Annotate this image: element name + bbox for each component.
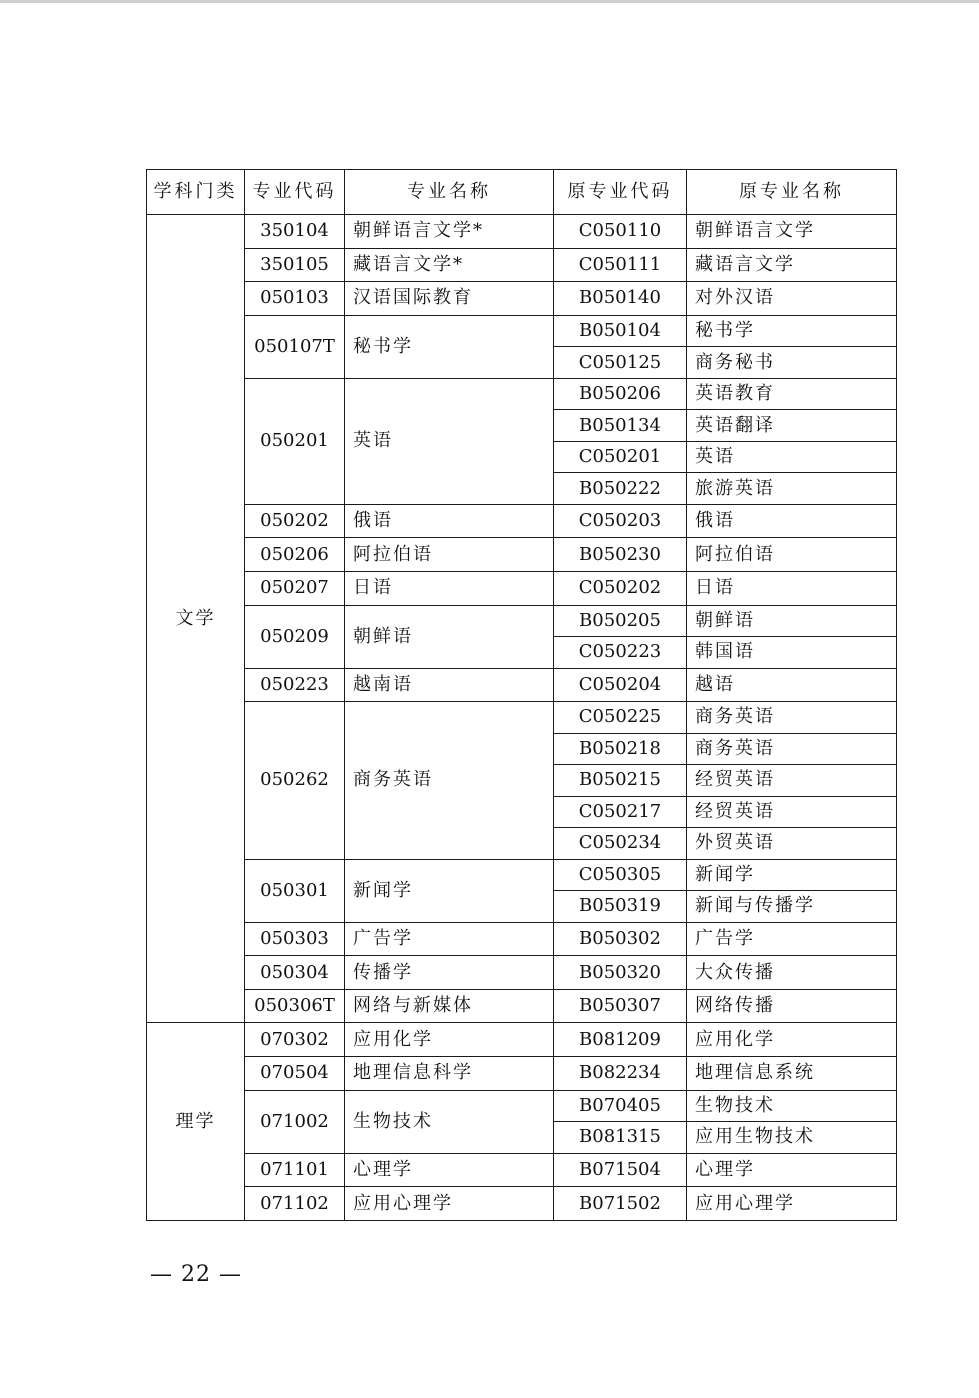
old-name-cell: 大众传播 <box>687 956 897 990</box>
major-name-cell: 生物技术 <box>345 1090 554 1153</box>
major-code-cell: 050206 <box>245 538 345 572</box>
old-code-cell: B082234 <box>554 1057 687 1091</box>
table-row <box>147 1057 897 1091</box>
old-code-cell: B081209 <box>554 1023 687 1057</box>
old-code-cell: C050234 <box>554 828 687 860</box>
old-name-cell: 藏语言文学 <box>687 248 897 282</box>
old-code-cell: C050202 <box>554 571 687 605</box>
major-name-cell: 藏语言文学* <box>345 248 554 282</box>
major-code-cell: 050304 <box>245 956 345 990</box>
old-name-cell: 经贸英语 <box>687 765 897 797</box>
old-name-cell: 应用心理学 <box>687 1187 897 1221</box>
table-row <box>147 989 897 1023</box>
major-table <box>146 169 897 1221</box>
table-row <box>147 378 897 410</box>
major-name-cell: 越南语 <box>345 668 554 702</box>
major-code-cell: 071101 <box>245 1153 345 1187</box>
old-code-cell: B070405 <box>554 1090 687 1122</box>
old-name-cell: 经贸英语 <box>687 796 897 828</box>
old-code-cell: B071502 <box>554 1187 687 1221</box>
old-name-cell: 网络传播 <box>687 989 897 1023</box>
old-code-cell: C050201 <box>554 441 687 473</box>
table-row <box>147 859 897 891</box>
old-name-cell: 阿拉伯语 <box>687 538 897 572</box>
major-code-cell: 050303 <box>245 922 345 956</box>
page-edge <box>0 0 979 3</box>
old-name-cell: 商务英语 <box>687 702 897 734</box>
major-name-cell: 心理学 <box>345 1153 554 1187</box>
old-name-cell: 英语教育 <box>687 378 897 410</box>
old-name-cell: 新闻学 <box>687 859 897 891</box>
old-code-cell: C050305 <box>554 859 687 891</box>
major-name-cell: 广告学 <box>345 922 554 956</box>
table-row <box>147 315 897 347</box>
old-name-cell: 心理学 <box>687 1153 897 1187</box>
old-code-cell: B050222 <box>554 473 687 505</box>
major-name-cell: 英语 <box>345 378 554 504</box>
major-name-cell: 应用心理学 <box>345 1187 554 1221</box>
old-name-cell: 俄语 <box>687 504 897 538</box>
major-code-cell: 050207 <box>245 571 345 605</box>
old-code-cell: C050111 <box>554 248 687 282</box>
old-name-cell: 生物技术 <box>687 1090 897 1122</box>
major-code-cell: 071002 <box>245 1090 345 1153</box>
major-name-cell: 俄语 <box>345 504 554 538</box>
major-name-cell: 日语 <box>345 571 554 605</box>
major-name-cell: 朝鲜语 <box>345 605 554 668</box>
table-row <box>147 215 897 249</box>
major-name-cell: 商务英语 <box>345 702 554 860</box>
major-name-cell: 汉语国际教育 <box>345 282 554 316</box>
header-old-code: 原专业代码 <box>554 170 687 215</box>
old-name-cell: 外贸英语 <box>687 828 897 860</box>
old-code-cell: C050225 <box>554 702 687 734</box>
old-code-cell: B050218 <box>554 733 687 765</box>
table-body <box>147 215 897 1221</box>
old-code-cell: C050217 <box>554 796 687 828</box>
major-code-cell: 050306T <box>245 989 345 1023</box>
table-row <box>147 282 897 316</box>
old-name-cell: 旅游英语 <box>687 473 897 505</box>
header-major-code: 专业代码 <box>245 170 345 215</box>
major-code-cell: 070504 <box>245 1057 345 1091</box>
old-code-cell: C050203 <box>554 504 687 538</box>
major-name-cell: 秘书学 <box>345 315 554 378</box>
table-row <box>147 571 897 605</box>
table-row <box>147 504 897 538</box>
old-code-cell: B050307 <box>554 989 687 1023</box>
major-code-cell: 050262 <box>245 702 345 860</box>
table-row <box>147 922 897 956</box>
major-name-cell: 网络与新媒体 <box>345 989 554 1023</box>
major-code-cell: 350105 <box>245 248 345 282</box>
header-category: 学科门类 <box>147 170 245 215</box>
old-name-cell: 新闻与传播学 <box>687 891 897 923</box>
old-name-cell: 秘书学 <box>687 315 897 347</box>
major-code-cell: 050103 <box>245 282 345 316</box>
old-name-cell: 对外汉语 <box>687 282 897 316</box>
old-code-cell: C050204 <box>554 668 687 702</box>
table-row <box>147 538 897 572</box>
header-old-name: 原专业名称 <box>687 170 897 215</box>
major-code-cell: 050107T <box>245 315 345 378</box>
major-code-cell: 050209 <box>245 605 345 668</box>
old-name-cell: 英语翻译 <box>687 410 897 442</box>
category-cell: 理学 <box>147 1023 245 1220</box>
old-code-cell: B071504 <box>554 1153 687 1187</box>
major-name-cell: 朝鲜语言文学* <box>345 215 554 249</box>
table-row <box>147 668 897 702</box>
old-code-cell: C050110 <box>554 215 687 249</box>
table-row <box>147 1023 897 1057</box>
old-code-cell: B050205 <box>554 605 687 637</box>
major-name-cell: 应用化学 <box>345 1023 554 1057</box>
table-row <box>147 1153 897 1187</box>
header-major-name: 专业名称 <box>345 170 554 215</box>
major-code-cell: 050202 <box>245 504 345 538</box>
old-name-cell: 应用生物技术 <box>687 1122 897 1154</box>
major-name-cell: 阿拉伯语 <box>345 538 554 572</box>
old-code-cell: B050302 <box>554 922 687 956</box>
old-code-cell: B050140 <box>554 282 687 316</box>
header-row <box>147 170 897 215</box>
major-code-cell: 350104 <box>245 215 345 249</box>
major-code-cell: 050301 <box>245 859 345 922</box>
major-code-cell: 050201 <box>245 378 345 504</box>
major-name-cell: 地理信息科学 <box>345 1057 554 1091</box>
major-name-cell: 新闻学 <box>345 859 554 922</box>
old-code-cell: B050206 <box>554 378 687 410</box>
old-code-cell: B050215 <box>554 765 687 797</box>
old-name-cell: 朝鲜语 <box>687 605 897 637</box>
old-name-cell: 商务英语 <box>687 733 897 765</box>
category-cell: 文学 <box>147 215 245 1023</box>
old-name-cell: 广告学 <box>687 922 897 956</box>
major-code-cell: 050223 <box>245 668 345 702</box>
old-code-cell: B050320 <box>554 956 687 990</box>
old-name-cell: 商务秘书 <box>687 347 897 379</box>
old-name-cell: 朝鲜语言文学 <box>687 215 897 249</box>
page-number: — 22 — <box>150 1262 242 1287</box>
old-name-cell: 越语 <box>687 668 897 702</box>
old-name-cell: 地理信息系统 <box>687 1057 897 1091</box>
old-name-cell: 应用化学 <box>687 1023 897 1057</box>
old-code-cell: C050125 <box>554 347 687 379</box>
old-code-cell: C050223 <box>554 637 687 669</box>
old-code-cell: B050104 <box>554 315 687 347</box>
table-row <box>147 1090 897 1122</box>
table-row <box>147 248 897 282</box>
old-code-cell: B050230 <box>554 538 687 572</box>
major-code-cell: 071102 <box>245 1187 345 1221</box>
table-row <box>147 1187 897 1221</box>
old-code-cell: B081315 <box>554 1122 687 1154</box>
table-row <box>147 702 897 734</box>
old-name-cell: 韩国语 <box>687 637 897 669</box>
table-row <box>147 956 897 990</box>
old-code-cell: B050134 <box>554 410 687 442</box>
old-code-cell: B050319 <box>554 891 687 923</box>
table-row <box>147 605 897 637</box>
old-name-cell: 日语 <box>687 571 897 605</box>
major-name-cell: 传播学 <box>345 956 554 990</box>
old-name-cell: 英语 <box>687 441 897 473</box>
major-code-cell: 070302 <box>245 1023 345 1057</box>
